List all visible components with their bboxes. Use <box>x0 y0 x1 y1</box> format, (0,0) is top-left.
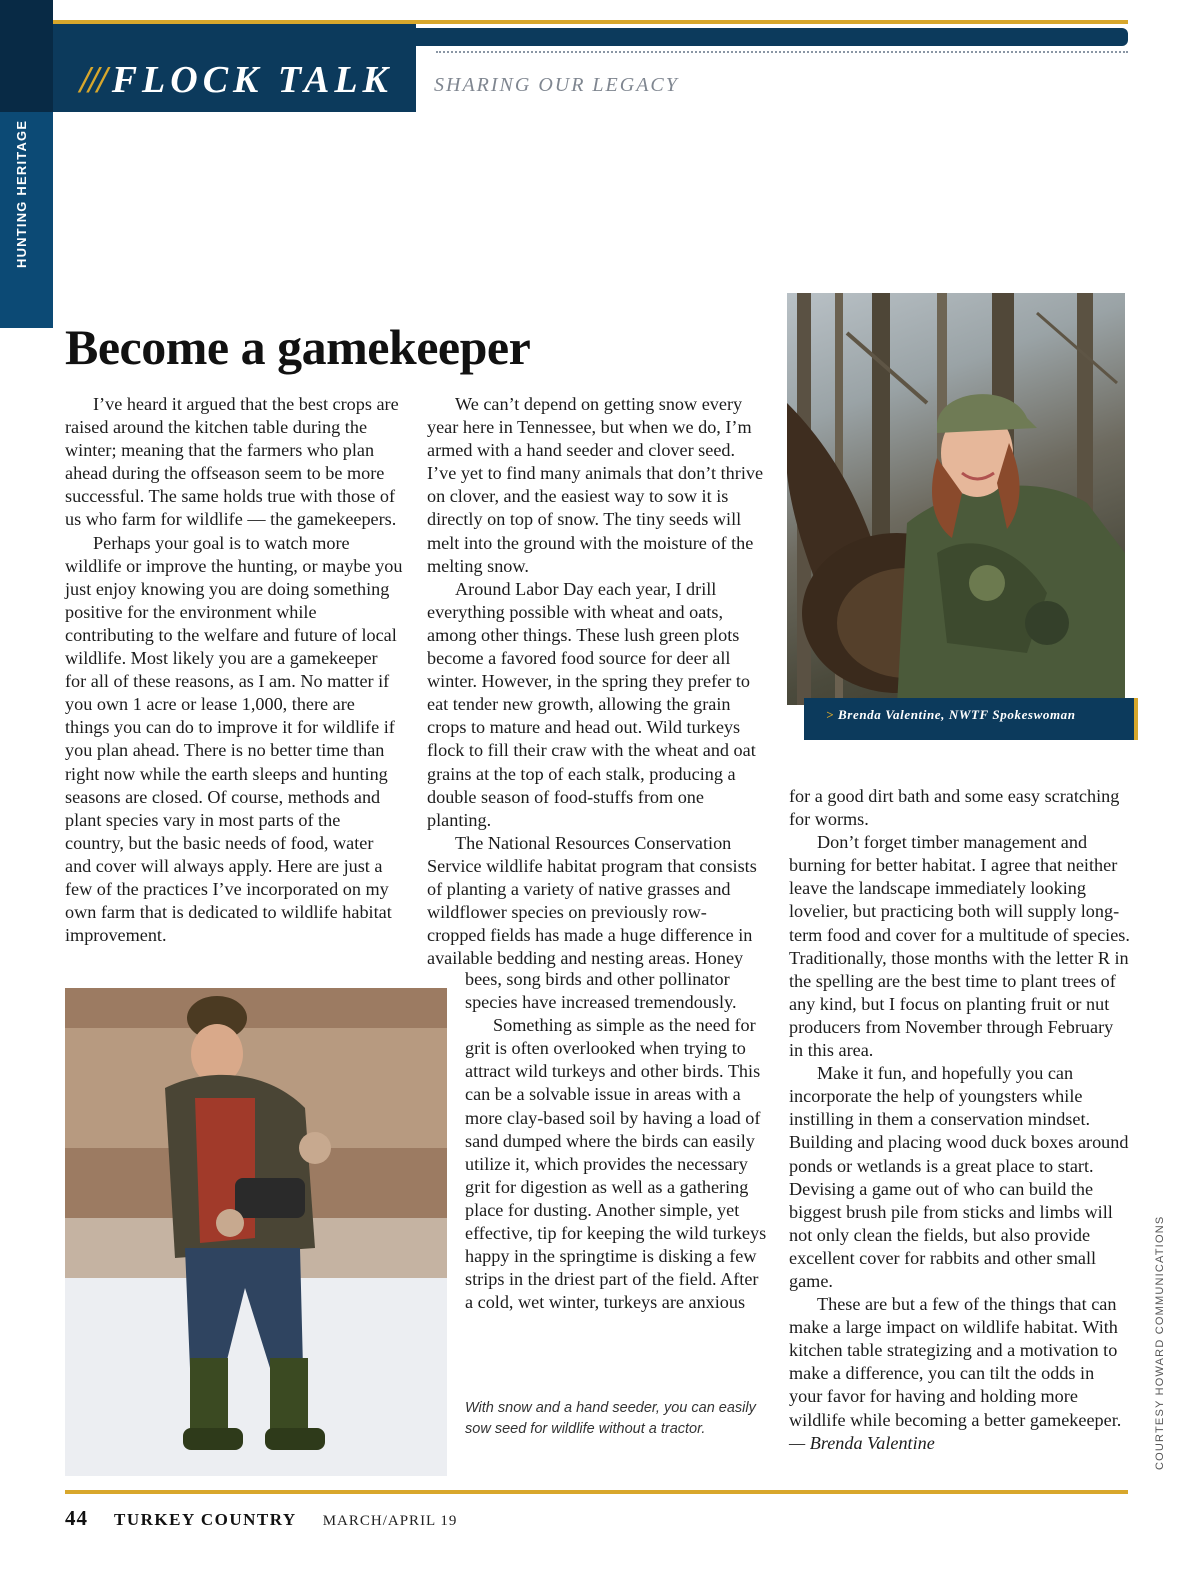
article-column-2 <box>427 393 765 970</box>
caption-arrow-icon: > <box>826 707 835 722</box>
paragraph: Make it fun, and hopefully you can incorporate the help of youngsters while instilling in them a conservation mindset. Building and placing wood duck boxes around ponds or wetlands is a great place to start. Devising a game out of who can build the biggest brush pile from sticks and limbs will not only clean the fields, but also provide excellent cover for rabbits and other small game. <box>789 1063 1129 1291</box>
paragraph-text: These are but a few of the things that can make a large impact on wildlife habitat. With kitchen table strategizing and a motivation to make a difference, you can tilt the odds in your favor for having and holding more wildlife while becoming a better gamekeeper. <box>789 1294 1122 1430</box>
paragraph: The National Resources Conservation Service wildlife habitat program that consists of planting a variety of native grasses and wildflower species on previously row-cropped fields has made a huge difference in available bedding and nesting areas. Honey <box>427 832 757 969</box>
header-navy-bar <box>416 28 1128 46</box>
brenda-valentine-photo <box>787 293 1125 705</box>
author-signoff: — Brenda Valentine <box>789 1432 935 1453</box>
department-subtitle: SHARING OUR LEGACY <box>434 74 679 96</box>
paragraph: bees, song birds and other pollinator species have increased tremendously. <box>465 969 737 1013</box>
man-sowing-seed-illustration <box>65 988 447 1476</box>
paragraph: for a good dirt bath and some easy scratching for worms. <box>789 786 1120 830</box>
page-footer <box>65 1506 457 1531</box>
department-title-text: FLOCK TALK <box>111 59 393 101</box>
paragraph: Around Labor Day each year, I drill everything possible with wheat and oats, among other things. These lush green plots become a favored food source for deer all winter. However, in the spring they prefer to eat tender new growth, allowing the grain crops to mature and head out. Wild turkeys flock to fill their craw with the wheat and oat grains at the top of each stalk, producing a double season of food-stuffs from one planting. <box>427 578 756 830</box>
department-slashes: /// <box>80 59 106 101</box>
paragraph: We can’t depend on getting snow every year here in Tennessee, but when we do, I’m armed with a hand seeder and clover seed. I’ve yet to find many animals that don’t thrive on clover, and the easiest way to sow it is directly on top of snow. The tiny seeds will melt into the ground with the moisture of the melting snow. <box>427 394 764 576</box>
hand-seeder-caption: With snow and a hand seeder, you can easily sow seed for wildlife without a tractor. <box>465 1400 756 1437</box>
paragraph: I’ve heard it argued that the best crops are raised around the kitchen table during the winter; meaning that the farmers who plan ahead during the offseason seem to be more successful. The same holds true with those of us who farm for wildlife — the gamekeepers. <box>65 394 399 530</box>
paragraph: Something as simple as the need for grit is often overlooked when trying to attract wild turkeys and other birds. This can be a solvable issue in areas with a more clay-based soil by having a load of sand dumped where the birds can easily utilize it, which provides the necessary grit for digestion as well as a gathering place for dusting. Another simple, yet effective, tip for keeping the wild turkeys happy in the springtime is disking a few strips in the driest part of the field. After a cold, wet winter, turkeys are anxious <box>465 1015 767 1313</box>
issue-date: MARCH/APRIL 19 <box>322 1513 458 1529</box>
article-column-2-continued <box>465 968 767 1314</box>
header-gold-rule <box>416 20 1128 24</box>
header-dotted-rule <box>436 51 1128 53</box>
magazine-name: TURKEY COUNTRY <box>114 1510 297 1529</box>
article-column-3 <box>789 785 1131 1455</box>
woman-with-turkey-illustration <box>787 293 1125 705</box>
section-side-tab-top <box>0 0 53 112</box>
woman-photo-caption <box>826 707 1076 723</box>
hand-seeder-photo <box>65 988 447 1476</box>
paragraph: Don’t forget timber management and burning for better habitat. I agree that neither leave the landscape immediately looking lovelier, but practicing both will supply long-term food and cover for a multitude of species. Traditionally, those months with the letter R in the spelling are the best time to plant trees of any kind, but I focus on planting fruit or nut producers from November through February in this area. <box>789 832 1130 1061</box>
department-title <box>80 58 393 102</box>
footer-gold-rule <box>65 1490 1128 1494</box>
article-headline: Become a gamekeeper <box>65 319 531 375</box>
paragraph: Perhaps your goal is to watch more wildlife or improve the hunting, or maybe you just enjoy knowing you are doing something positive for the environment while contributing to the welfare and future of local wildlife. Most likely you are a gamekeeper for all of these reasons, as I am. No matter if you own 1 acre or lease 1,000, there are things you can do to improve it for wildlife if you plan ahead. There is no better time than right now while the earth sleeps and hunting seasons are closed. Of course, methods and plant species vary in most parts of the country, but the basic needs of food, water and cover will always apply. Here are just a few of the practices I’ve incorporated on my own farm that is dedicated to wildlife habitat improvement. <box>65 532 403 946</box>
section-side-label: HUNTING HERITAGE <box>14 119 29 268</box>
page-number: 44 <box>65 1506 88 1530</box>
paragraph <box>789 1293 1131 1455</box>
article-column-1 <box>65 393 403 947</box>
woman-caption-text: Brenda Valentine, NWTF Spokeswoman <box>838 707 1076 722</box>
flock-talk-banner-top <box>53 20 416 46</box>
photo-credit: COURTESY HOWARD COMMUNICATIONS <box>1154 1215 1166 1470</box>
